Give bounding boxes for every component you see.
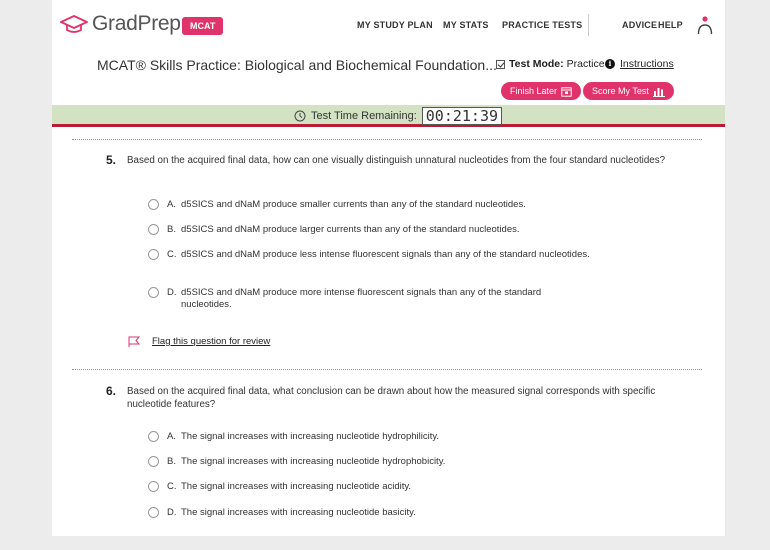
radio-button[interactable] bbox=[148, 507, 159, 518]
choice-text: The signal increases with increasing nucleotide hydrophobicity. bbox=[181, 456, 446, 467]
graduation-cap-icon bbox=[60, 13, 88, 35]
radio-button[interactable] bbox=[148, 224, 159, 235]
question-text: Based on the acquired final data, how can one visually distinguish unnatural nucleotides from the four standard nucleotides? bbox=[127, 155, 666, 166]
answer-choice[interactable] bbox=[148, 287, 591, 311]
answer-choice[interactable] bbox=[148, 507, 591, 519]
choice-text: d5SICS and dNaM produce less intense fluorescent signals than any of the standard nucleotides. bbox=[181, 249, 590, 260]
brand-name: GradPrep bbox=[92, 12, 181, 35]
nav-help[interactable]: HELP bbox=[658, 20, 683, 30]
calendar-icon bbox=[561, 86, 572, 97]
page bbox=[52, 0, 725, 536]
choice-letter: A. bbox=[167, 431, 176, 442]
divider bbox=[72, 139, 702, 140]
choice-letter: B. bbox=[167, 456, 176, 467]
nav-my-stats[interactable]: MY STATS bbox=[443, 20, 489, 30]
score-my-test-button[interactable] bbox=[583, 82, 674, 100]
test-mode-checkbox[interactable] bbox=[496, 60, 505, 69]
choice-letter: C. bbox=[167, 249, 177, 260]
test-mode-value: Practice bbox=[566, 58, 605, 70]
choice-text: d5SICS and dNaM produce larger currents than any of the standard nucleotides. bbox=[181, 224, 520, 235]
nav-my-study-plan[interactable]: MY STUDY PLAN bbox=[357, 20, 433, 30]
test-mode-toggle[interactable] bbox=[496, 58, 605, 70]
flag-icon bbox=[128, 336, 140, 347]
choice-text: The signal increases with increasing nucleotide hydrophilicity. bbox=[181, 431, 440, 442]
choice-text: d5SICS and dNaM produce smaller currents than any of the standard nucleotides. bbox=[181, 199, 526, 210]
radio-button[interactable] bbox=[148, 249, 159, 260]
answer-choice[interactable] bbox=[148, 224, 591, 236]
logo[interactable] bbox=[60, 12, 181, 36]
choice-letter: A. bbox=[167, 199, 176, 210]
radio-button[interactable] bbox=[148, 481, 159, 492]
test-mode-label: Test Mode: bbox=[509, 58, 564, 70]
clock-icon bbox=[294, 110, 306, 122]
finish-later-label: Finish Later bbox=[510, 86, 558, 96]
question-number: 5. bbox=[106, 153, 117, 167]
flag-label: Flag this question for review bbox=[152, 336, 271, 347]
answer-choice[interactable] bbox=[148, 456, 591, 468]
nav-divider bbox=[588, 14, 589, 36]
answer-choice[interactable] bbox=[148, 431, 591, 443]
flag-question-link[interactable] bbox=[128, 336, 270, 347]
radio-button[interactable] bbox=[148, 287, 159, 298]
answer-choice[interactable] bbox=[148, 199, 591, 211]
radio-button[interactable] bbox=[148, 456, 159, 467]
timer-label: Test Time Remaining: bbox=[311, 110, 417, 122]
top-nav bbox=[52, 0, 725, 48]
choice-letter: C. bbox=[167, 481, 177, 492]
score-my-test-label: Score My Test bbox=[592, 86, 649, 96]
radio-button[interactable] bbox=[148, 431, 159, 442]
answer-choice[interactable] bbox=[148, 249, 591, 261]
test-title: MCAT® Skills Practice: Biological and Biochemical Foundation... bbox=[97, 57, 497, 73]
timer-value: 00:21:39 bbox=[422, 107, 502, 125]
question-number: 6. bbox=[106, 384, 117, 398]
choice-letter: D. bbox=[167, 287, 177, 298]
user-icon[interactable] bbox=[697, 14, 713, 36]
question-text: Based on the acquired final data, what conclusion can be drawn about how the measured signal corresponds with specific nucleotide features? bbox=[127, 386, 656, 410]
answer-choice[interactable] bbox=[148, 481, 591, 493]
nav-practice-tests[interactable]: PRACTICE TESTS bbox=[502, 20, 583, 30]
timer bbox=[294, 107, 502, 125]
info-icon: i bbox=[605, 59, 615, 69]
choice-text: The signal increases with increasing nucleotide acidity. bbox=[181, 481, 412, 492]
finish-later-button[interactable] bbox=[501, 82, 581, 100]
timer-bar bbox=[52, 105, 725, 127]
instructions-label: Instructions bbox=[620, 58, 674, 70]
radio-button[interactable] bbox=[148, 199, 159, 210]
choice-letter: B. bbox=[167, 224, 176, 235]
choice-text: The signal increases with increasing nucleotide basicity. bbox=[181, 507, 416, 518]
exam-badge: MCAT bbox=[182, 17, 223, 35]
divider bbox=[72, 369, 702, 370]
choice-text: d5SICS and dNaM produce more intense fluorescent signals than any of the standard nucleotides. bbox=[181, 287, 542, 310]
instructions-link[interactable] bbox=[605, 58, 674, 70]
nav-advice[interactable]: ADVICE bbox=[622, 20, 658, 30]
choice-letter: D. bbox=[167, 507, 177, 518]
bar-chart-icon bbox=[653, 86, 665, 97]
